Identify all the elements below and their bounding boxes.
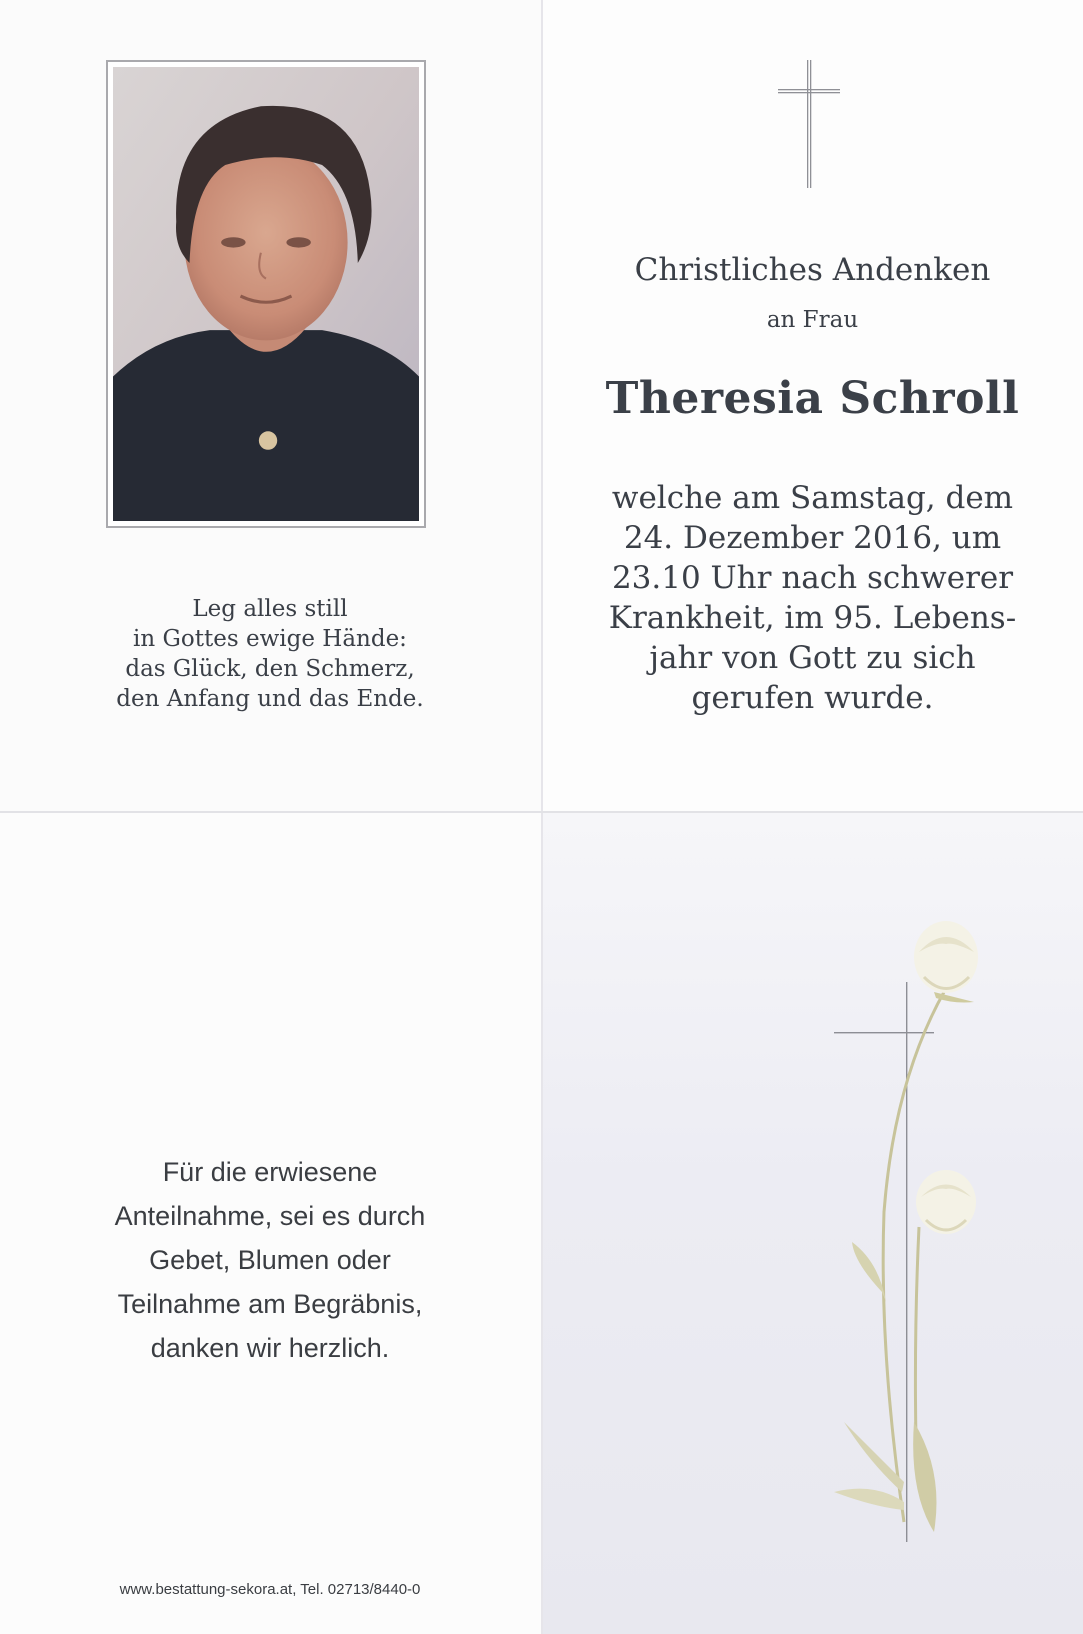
rose-panel xyxy=(542,812,1083,1634)
portrait-photo xyxy=(106,60,426,528)
thanks-text xyxy=(60,1150,480,1370)
poem-line: den Anfang und das Ende. xyxy=(116,686,424,712)
notice-line: jahr von Gott zu sich xyxy=(649,640,976,676)
poem-line: Leg alles still xyxy=(192,596,348,622)
thanks-line: Teilnahme am Begräbnis, xyxy=(117,1289,423,1319)
fold-line-horizontal xyxy=(0,811,1083,813)
memorial-title: Christliches Andenken xyxy=(634,252,991,288)
notice-line: Krankheit, im 95. Lebens- xyxy=(608,600,1017,636)
notice-line: welche am Samstag, dem xyxy=(611,480,1014,516)
notice-line: 24. Dezember 2016, um xyxy=(623,520,1002,556)
footer-contact: www.bestattung-sekora.at, Tel. 02713/8440-0 xyxy=(119,1581,421,1598)
fold-line-vertical xyxy=(541,0,543,1634)
poem-line: das Glück, den Schmerz, xyxy=(125,656,415,682)
thanks-line: Für die erwiesene xyxy=(162,1157,378,1187)
announcement-panel xyxy=(542,0,1083,812)
rose-cross-illustration xyxy=(824,882,1004,1602)
thanks-panel xyxy=(0,812,542,1634)
thanks-line: Anteilnahme, sei es durch xyxy=(114,1201,426,1231)
salutation: an Frau xyxy=(766,307,859,333)
deceased-name: Theresia Schroll xyxy=(605,373,1020,424)
portrait-photo-icon xyxy=(113,67,419,521)
cross-icon xyxy=(778,60,840,188)
notice-line: gerufen wurde. xyxy=(691,680,934,716)
notice-line: 23.10 Uhr nach schwerer xyxy=(611,560,1014,596)
photo-panel xyxy=(0,0,542,812)
death-notice xyxy=(562,478,1063,718)
thanks-line: danken wir herzlich. xyxy=(150,1333,390,1363)
poem xyxy=(60,594,480,714)
poem-line: in Gottes ewige Hände: xyxy=(133,626,407,652)
thanks-line: Gebet, Blumen oder xyxy=(149,1245,391,1275)
